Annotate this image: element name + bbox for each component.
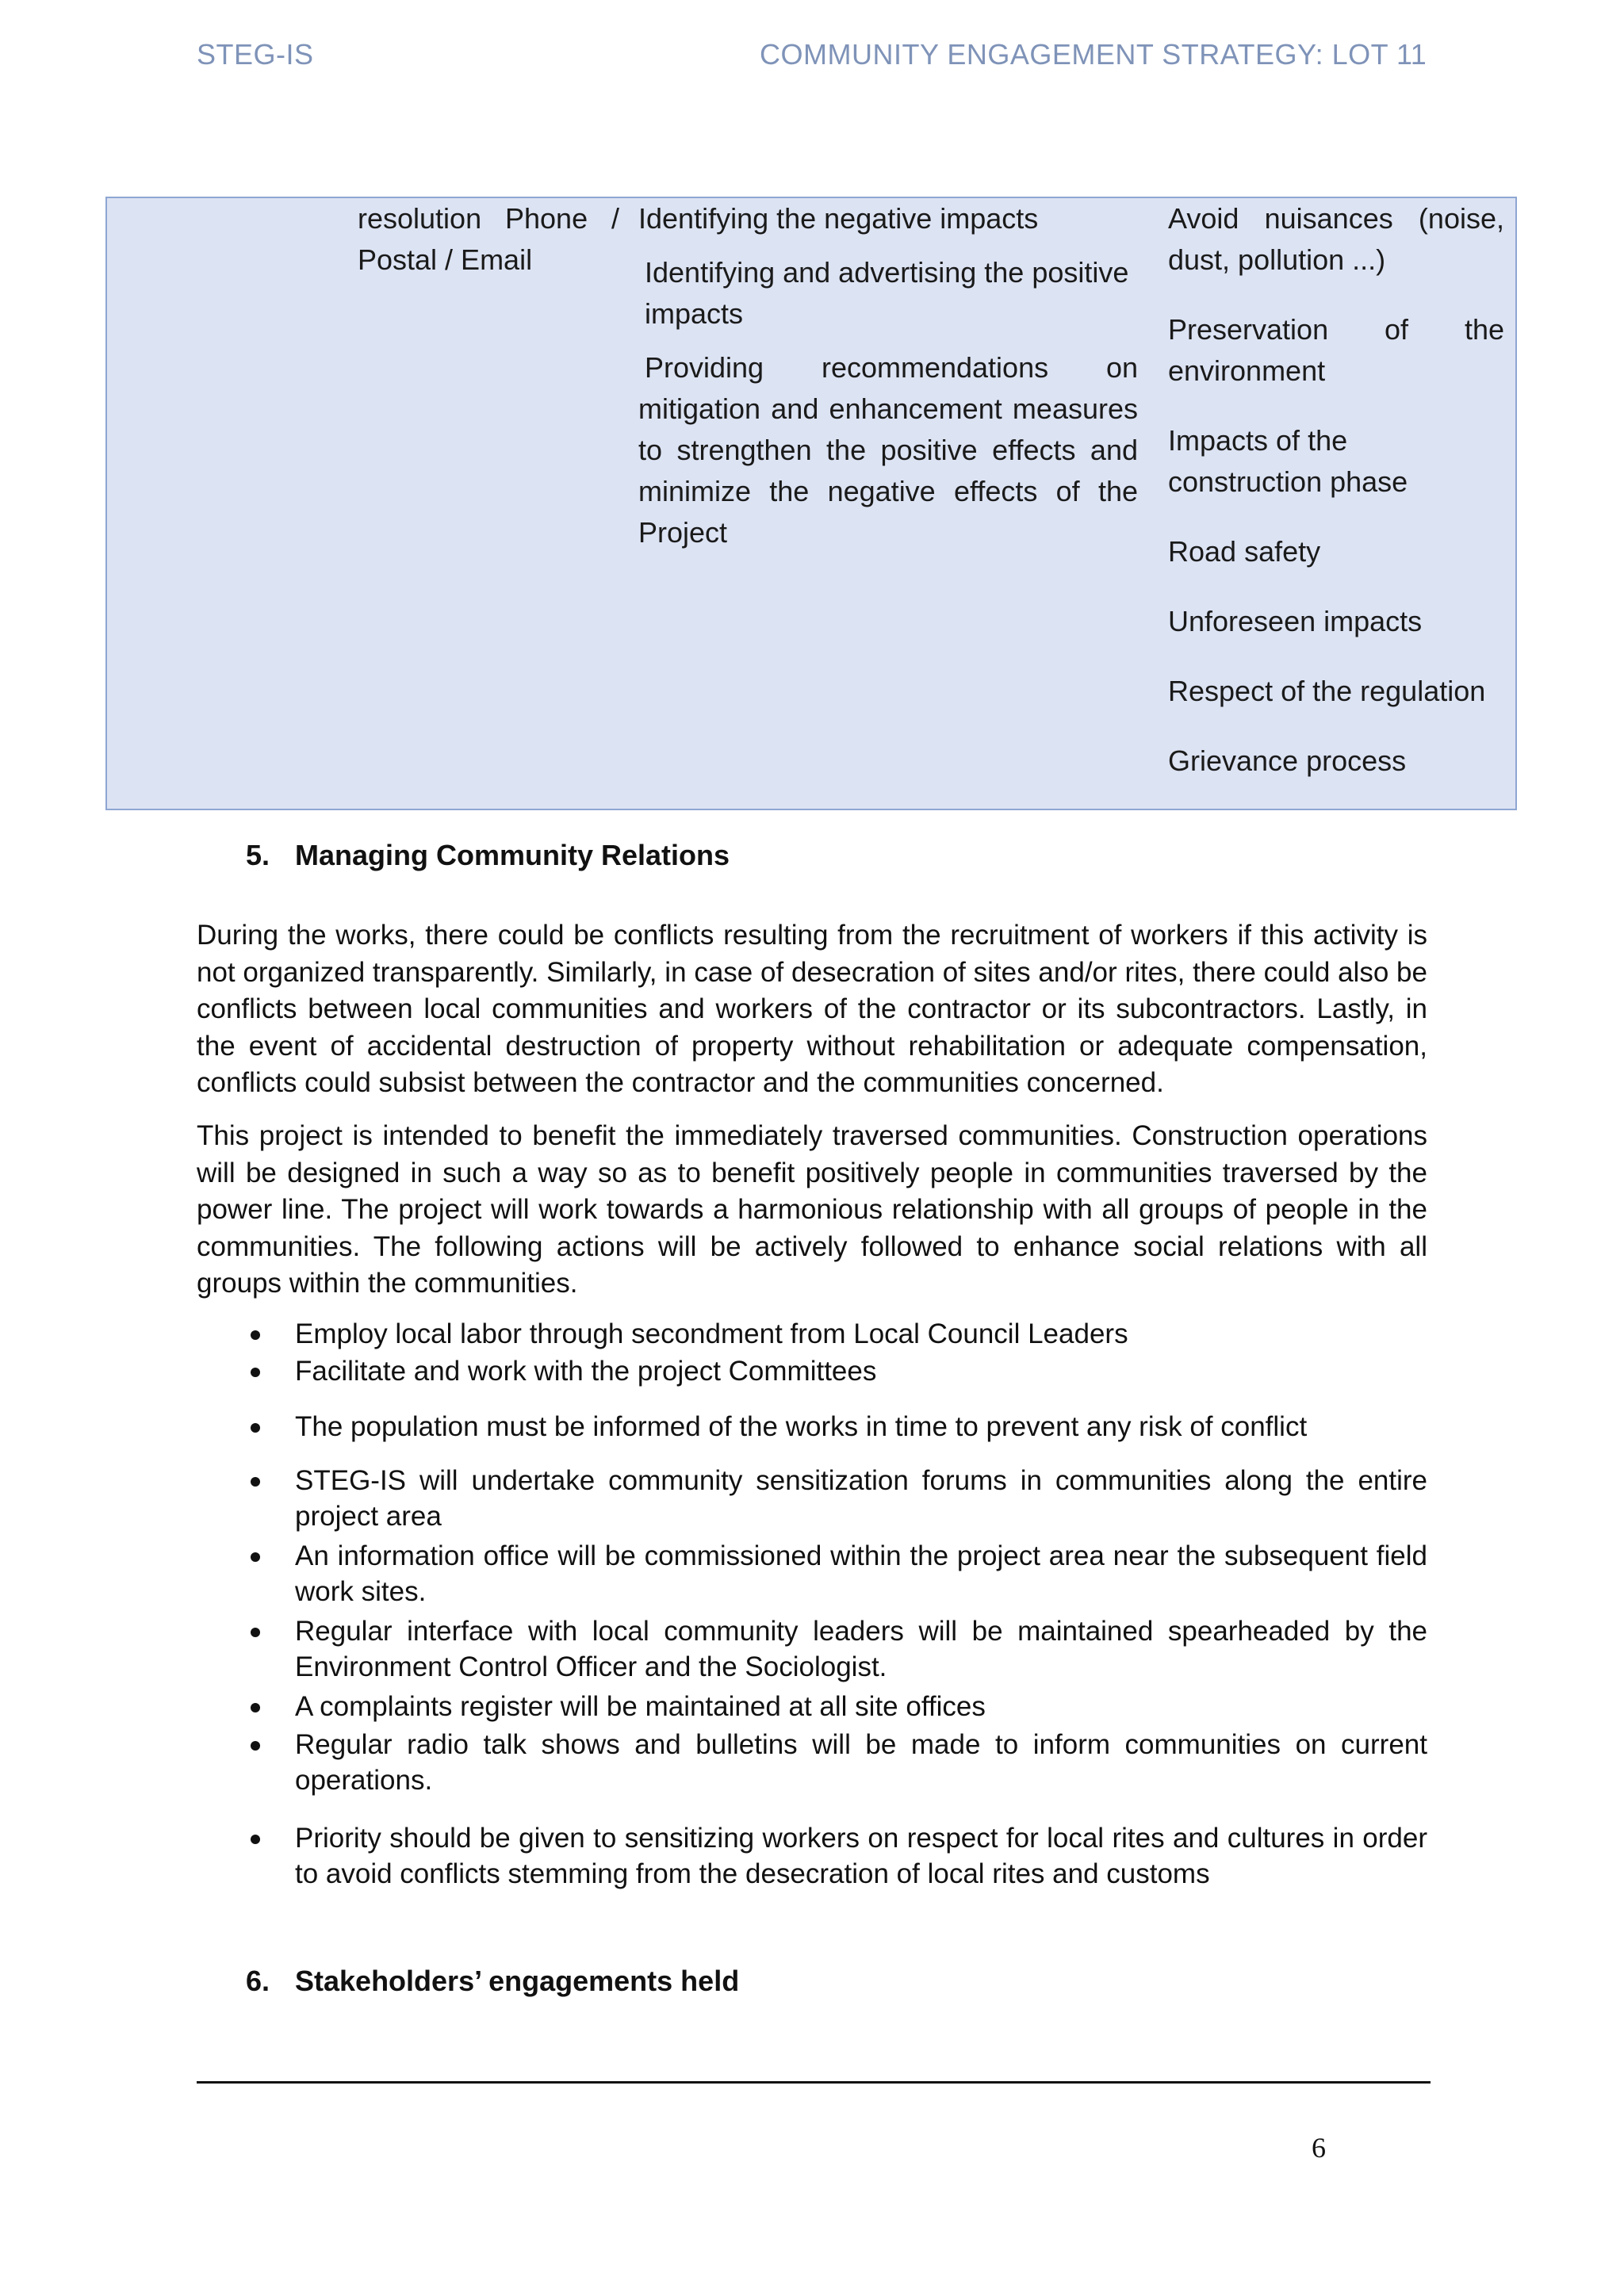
list-item: Facilitate and work with the project Committees [246, 1353, 1427, 1389]
engagement-table [105, 197, 1517, 810]
list-item: A complaints register will be maintained at all site offices [246, 1689, 1427, 1724]
bullet-icon [251, 1628, 260, 1637]
list-item: An information office will be commissioned within the project area near the subsequent field work sites. [246, 1538, 1427, 1609]
list-item: Employ local labor through secondment from Local Council Leaders [246, 1316, 1427, 1352]
topic-item: Impacts of the construction phase [1168, 424, 1408, 498]
section-5-paragraph-1: During the works, there could be conflicts resulting from the recruitment of workers if this activity is not organized transparently. Similarly, in case of desecration of sites and/or rites, there could also be conflicts between local communities and workers of the contractor or its subcontractors. Lastly, in the event of accidental destruction of property without rehabilitation or adequate compensation, conflicts could subsist between the contractor and the communities concerned. [197, 920, 1427, 1098]
table-cell-objectives [638, 198, 1138, 582]
topic-item: Unforeseen impacts [1168, 605, 1423, 637]
bullet-icon [251, 1703, 260, 1712]
objective-item: Identifying and advertising the positive impacts [645, 256, 1129, 330]
topic-item: Preservation of the environment [1168, 313, 1504, 387]
bullet-icon [251, 1368, 260, 1377]
section-5-number: 5. [246, 839, 270, 871]
header-right: COMMUNITY ENGAGEMENT STRATEGY: LOT 11 [760, 38, 1427, 71]
footer-divider [197, 2081, 1431, 2084]
list-item: Regular radio talk shows and bulletins will be made to inform communities on current operations. [246, 1727, 1427, 1798]
bullet-icon [251, 1330, 260, 1340]
section-5-paragraph-2: This project is intended to benefit the immediately traversed communities. Construction operations will be designed in such a way so as to benefit positively people in communities traversed by the power line. The project will work towards a harmonious relationship with all groups of people in the communities. The following actions will be actively followed to enhance social relations with all groups within the communities. [197, 1120, 1427, 1299]
section-6-title: Stakeholders’ engagements held [295, 1965, 740, 1997]
bullet-icon [251, 1423, 260, 1433]
bullet-icon [251, 1741, 260, 1751]
list-item: Priority should be given to sensitizing workers on respect for local rites and cultures in order to avoid conflicts stemming from the desecration of local rites and customs [246, 1820, 1427, 1892]
topic-item: Road safety [1168, 535, 1321, 568]
bullet-icon [251, 1835, 260, 1844]
list-item: Regular interface with local community leaders will be maintained spearheaded by the Environment Control Officer and the Sociologist. [246, 1613, 1427, 1685]
topic-item: Avoid nuisances (noise, dust, pollution ...) [1168, 202, 1504, 276]
header-left: STEG-IS [197, 38, 314, 71]
section-5-heading [246, 839, 730, 872]
objective-item: Providing recommendations on mitigation and enhancement measures to strengthen the positive effects and minimize the negative effects of the Project [638, 351, 1138, 549]
section-6-heading [246, 1965, 739, 1998]
page-number: 6 [1312, 2132, 1326, 2164]
objective-item: Identifying the negative impacts [638, 202, 1039, 235]
topic-item: Grievance process [1168, 744, 1407, 777]
bullet-icon [251, 1477, 260, 1487]
list-item: STEG-IS will undertake community sensitization forums in communities along the entire project area [246, 1463, 1427, 1534]
bullet-icon [251, 1552, 260, 1562]
table-cell-channel: resolution Phone / Postal / Email [358, 202, 619, 276]
section-5-title: Managing Community Relations [295, 839, 730, 871]
list-item: The population must be informed of the works in time to prevent any risk of conflict [246, 1409, 1427, 1445]
section-6-number: 6. [246, 1965, 270, 1997]
table-cell-topics [1168, 198, 1504, 782]
topic-item: Respect of the regulation [1168, 675, 1486, 707]
